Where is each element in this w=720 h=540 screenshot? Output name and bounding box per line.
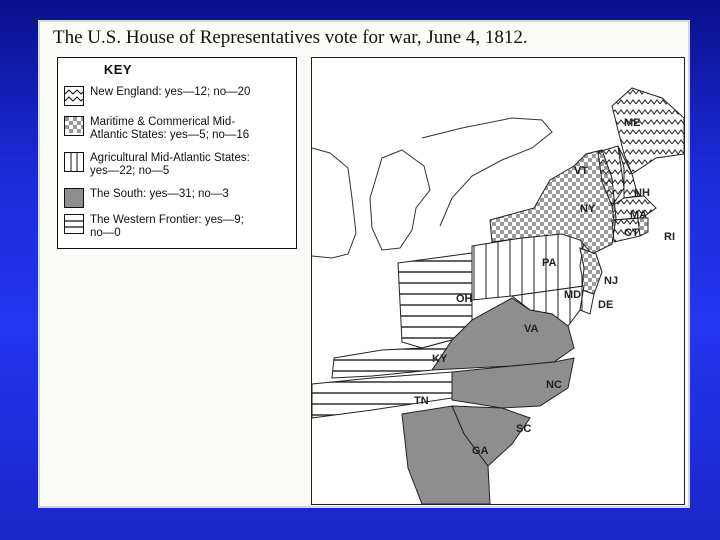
vertical-lines-swatch-icon	[64, 152, 84, 172]
key-label: Maritime & Commerical Mid-	[90, 116, 236, 128]
label-vt: VT	[574, 165, 589, 177]
map-key	[57, 57, 297, 249]
label-de: DE	[598, 299, 614, 311]
key-heading: KEY	[103, 62, 133, 77]
key-label: The Western Frontier: yes—9;	[90, 214, 244, 226]
key-label: New England: yes—12; no—20	[90, 86, 251, 98]
shaded-swatch-icon	[64, 188, 84, 208]
label-me: ME	[624, 117, 641, 129]
figure-title: The U.S. House of Representatives vote for war, June 4, 1812.	[53, 27, 528, 48]
key-label: The South: yes—31; no—3	[90, 188, 229, 200]
key-label: Atlantic States: yes—5; no—16	[90, 129, 250, 141]
label-nc: NC	[546, 379, 562, 391]
label-md: MD	[564, 289, 582, 301]
map-svg	[312, 58, 684, 504]
key-label: yes—22; no—5	[90, 165, 170, 177]
key-label: no—0	[90, 227, 121, 239]
state-map	[311, 57, 685, 505]
label-ga: GA	[472, 445, 489, 457]
label-ny: NY	[580, 203, 596, 215]
label-ky: KY	[432, 353, 448, 365]
zigzag-swatch-icon	[64, 86, 84, 106]
label-ct: CT	[624, 227, 639, 239]
label-nj: NJ	[604, 275, 619, 287]
checker-swatch-icon	[64, 116, 84, 136]
label-ri: RI	[664, 231, 675, 243]
label-sc: SC	[516, 423, 532, 435]
map-figure	[38, 20, 690, 508]
horizontal-lines-swatch-icon	[64, 214, 84, 234]
label-tn: TN	[414, 395, 429, 407]
label-pa: PA	[542, 257, 557, 269]
key-label: Agricultural Mid-Atlantic States:	[90, 152, 250, 164]
label-nh: NH	[634, 187, 650, 199]
label-ma: MA	[630, 209, 648, 221]
label-oh: OH	[456, 293, 473, 305]
label-va: VA	[524, 323, 539, 335]
